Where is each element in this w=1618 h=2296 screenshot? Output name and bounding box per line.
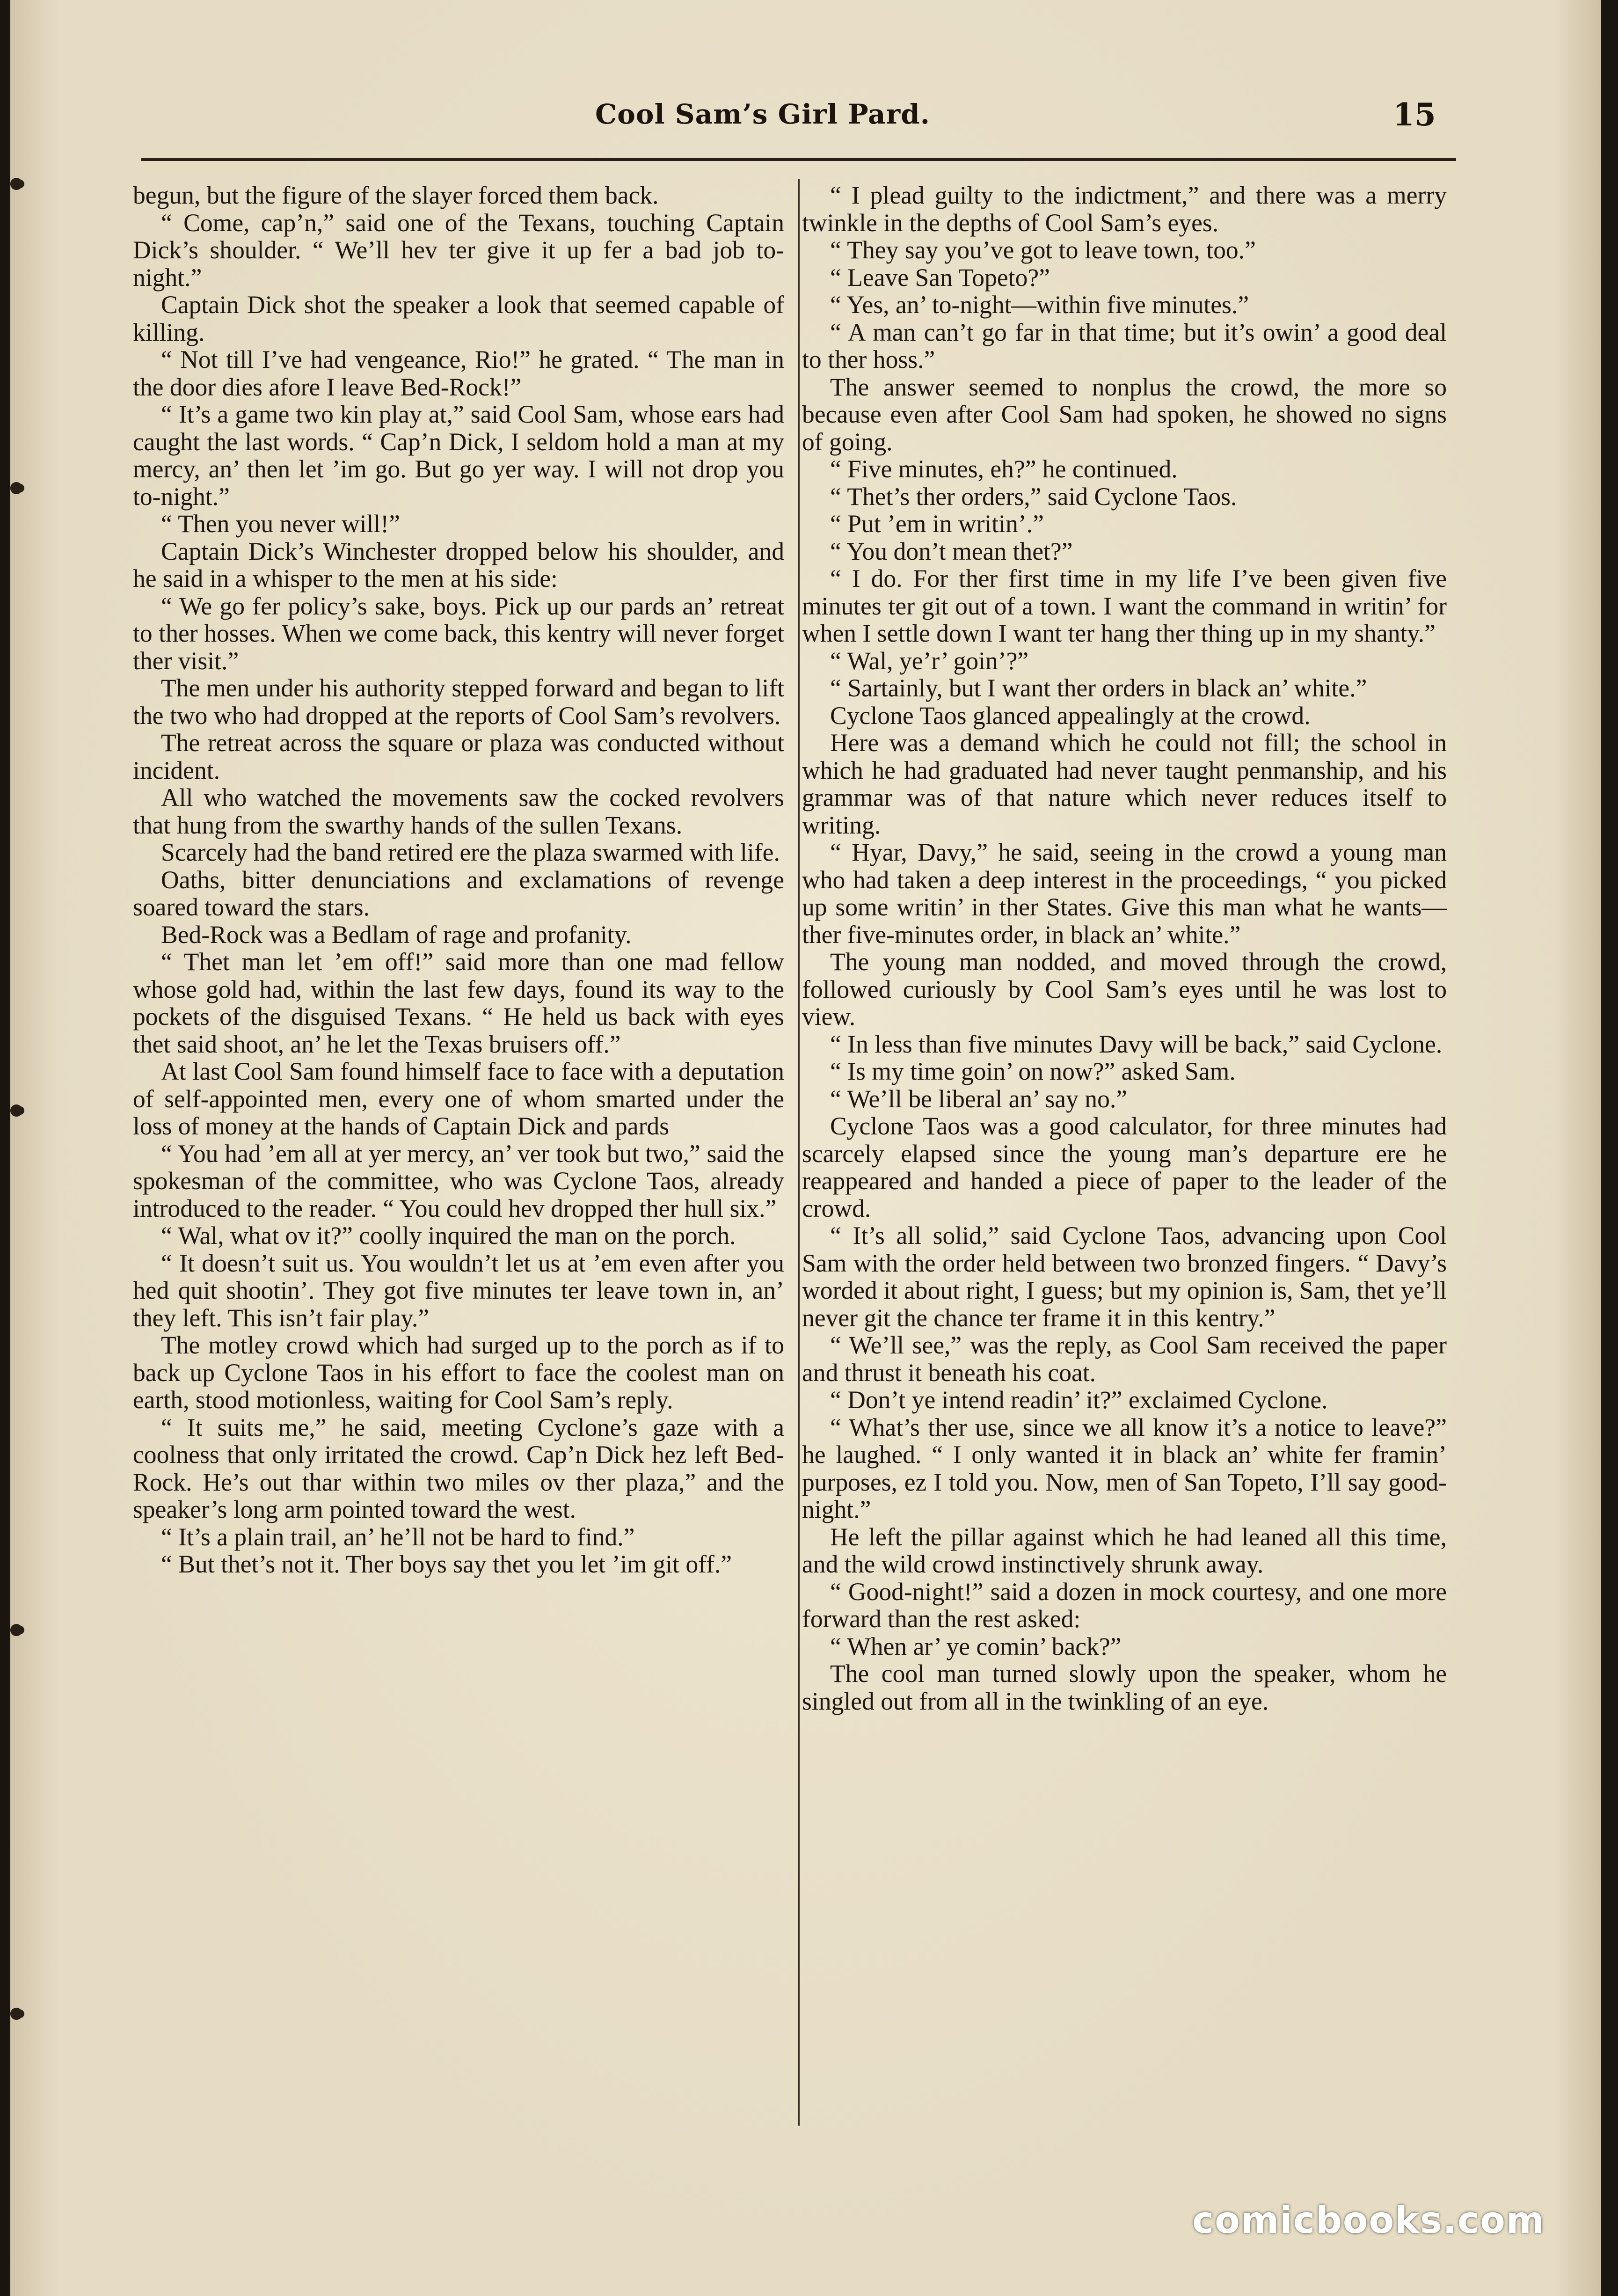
paragraph: “ It doesn’t suit us. You wouldn’t let us at ’em even after you hed quit shootin’. They got five minutes ter leave town in, an’ they left. This isn’t fair play.”	[133, 1249, 784, 1332]
paragraph: “ But thet’s not it. Ther boys say thet you let ’im git off.”	[161, 1550, 732, 1578]
paragraph: The motley crowd which had surged up to the porch as if to back up Cyclone Taos in his effort to face the coolest man on earth, stood motionless, waiting for Cool Sam’s reply.	[133, 1331, 784, 1414]
paragraph: The answer seemed to nonplus the crowd, the more so because even after Cool Sam had spoken, he showed no signs of going.	[802, 373, 1447, 456]
paragraph: “ In less than five minutes Davy will be back,” said Cyclone.	[830, 1030, 1443, 1058]
paragraph: “ Come, cap’n,” said one of the Texans, touching Captain Dick’s shoulder. “ We’ll hev ter give it up fer a bad job to-night.”	[133, 208, 784, 292]
paragraph: All who watched the movements saw the cocked revolvers that hung from the swarthy hands of the sullen Texans.	[133, 783, 784, 839]
paragraph: “ It’s a plain trail, an’ he’ll not be hard to find.”	[161, 1522, 635, 1551]
paragraph: “ Put ’em in writin’.”	[830, 510, 1044, 538]
header-rule	[141, 158, 1456, 161]
paragraph: “ I plead guilty to the indictment,” and there was a merry twinkle in the depths of Cool Sam’s eyes.	[802, 181, 1447, 237]
paragraph: “ What’s ther use, since we all know it’s a notice to leave?” he laughed. “ I only wanted it in black an’ white fer framin’ purposes, ez I told you. Now, men of San Topeto, I’ll say good-night.”	[802, 1413, 1447, 1523]
paragraph: “ Leave San Topeto?”	[830, 263, 1050, 292]
binding-hole-mark	[10, 2008, 22, 2020]
paragraph: “ You had ’em all at yer mercy, an’ ver took but two,” said the spokesman of the committee, who was Cyclone Taos, already introduced to the reader. “ You could hev dropped ther hull six.”	[133, 1139, 784, 1222]
paragraph: Scarcely had the band retired ere the plaza swarmed with life.	[161, 838, 780, 866]
paragraph: “ It’s a game two kin play at,” said Cool Sam, whose ears had caught the last words. “ Cap’n Dick, I seldom hold a man at my mercy, an’ then let ’im go. But go yer way. I will not drop you to-night.”	[133, 400, 784, 511]
paragraph: “ Hyar, Davy,” he said, seeing in the crowd a young man who had taken a deep interest in the proceedings, “ you picked up some writin’ in ther States. Give this man what he wants—ther five-minutes order, in black an’ white.”	[802, 838, 1447, 949]
paragraph: The men under his authority stepped forward and began to lift the two who had dropped at the reports of Cool Sam’s revolvers.	[133, 674, 784, 730]
paragraph: The retreat across the square or plaza was conducted without incident.	[133, 729, 784, 784]
paragraph: “ Five minutes, eh?” he continued.	[830, 455, 1178, 483]
paragraph: “ We’ll be liberal an’ say no.”	[830, 1084, 1128, 1113]
binding-hole-mark	[10, 178, 22, 190]
paragraph: “ It suits me,” he said, meeting Cyclone’s gaze with a coolness that only irritated the crowd. Cap’n Dick hez left Bed-Rock. He’s out thar within two miles ov ther plaza,” and the speaker’s long arm pointed toward the west.	[133, 1413, 784, 1523]
running-header	[10, 84, 1601, 140]
paragraph: “ Wal, ye’r’ goin’?”	[830, 646, 1029, 675]
paragraph: “ Yes, an’ to-night—within five minutes.”	[830, 291, 1249, 319]
paragraph: “ A man can’t go far in that time; but it’s owin’ a good deal to ther hoss.”	[802, 318, 1447, 373]
book-page	[10, 0, 1601, 2296]
paragraph: “ Is my time goin’ on now?” asked Sam.	[830, 1057, 1236, 1085]
running-title: Cool Sam’s Girl Pard.	[595, 98, 930, 130]
paragraph: The cool man turned slowly upon the speaker, whom he singled out from all in the twinkling of an eye.	[802, 1660, 1447, 1715]
left-column	[133, 182, 784, 1578]
paragraph: “ You don’t mean thet?”	[830, 537, 1073, 565]
paragraph: “ It’s all solid,” said Cyclone Taos, advancing upon Cool Sam with the order held between two bronzed fingers. “ Davy’s worded it about right, I guess; but my opinion is, Sam, thet ye’ll never git the chance ter frame it in this kentry.”	[802, 1221, 1447, 1332]
paragraph: “ We go fer policy’s sake, boys. Pick up our pards an’ retreat to ther hosses. When we come back, this kentry will never forget ther visit.”	[133, 592, 784, 675]
paragraph: “ I do. For ther first time in my life I’ve been given five minutes ter git out of a town. I want the command in writin’ for when I settle down I want ter hang ther thing up in my shanty.”	[802, 564, 1447, 647]
paragraph: “ When ar’ ye comin’ back?”	[830, 1632, 1122, 1660]
paragraph: The young man nodded, and moved through the crowd, followed curiously by Cool Sam’s eyes until he was lost to view.	[802, 948, 1447, 1031]
paragraph: “ Thet man let ’em off!” said more than one mad fellow whose gold had, within the last few days, found its way to the pockets of the disguised Texans. “ He held us back with eyes thet said shoot, an’ he let the Texas bruisers off.”	[133, 948, 784, 1058]
paragraph: At last Cool Sam found himself face to face with a deputation of self-appointed men, every one of whom smarted under the loss of money at the hands of Captain Dick and pards	[133, 1057, 784, 1140]
paragraph: He left the pillar against which he had leaned all this time, and the wild crowd instinctively shrunk away.	[802, 1522, 1447, 1578]
binding-hole-mark	[10, 1104, 22, 1117]
right-column	[802, 182, 1447, 1715]
paragraph: Cyclone Taos glanced appealingly at the crowd.	[830, 701, 1311, 730]
paragraph: Bed-Rock was a Bedlam of rage and profanity.	[161, 920, 632, 949]
paragraph: “ Then you never will!”	[161, 510, 400, 538]
paragraph: “ Sartainly, but I want ther orders in black an’ white.”	[830, 674, 1367, 702]
paragraph: Here was a demand which he could not fill; the school in which he had graduated had never taught penmanship, and his grammar was of that nature which never reduces itself to writing.	[802, 729, 1447, 839]
column-divider	[798, 179, 800, 2126]
paragraph: “ They say you’ve got to leave town, too.”	[830, 236, 1256, 264]
site-watermark: comicbooks.com	[1192, 2200, 1545, 2242]
binding-hole-mark	[10, 482, 22, 494]
paragraph: “ We’ll see,” was the reply, as Cool Sam received the paper and thrust it beneath his coat.	[802, 1331, 1447, 1387]
paragraph: Oaths, bitter denunciations and exclamations of revenge soared toward the stars.	[133, 865, 784, 921]
paragraph: “ Don’t ye intend readin’ it?” exclaimed Cyclone.	[830, 1386, 1328, 1414]
paragraph: “ Not till I’ve had vengeance, Rio!” he grated. “ The man in the door dies afore I leave Bed-Rock!”	[133, 345, 784, 401]
paragraph: “ Good-night!” said a dozen in mock courtesy, and one more forward than the rest asked:	[802, 1577, 1447, 1633]
paragraph: Captain Dick shot the speaker a look that seemed capable of killing.	[133, 291, 784, 346]
paragraph: “ Wal, what ov it?” coolly inquired the man on the porch.	[161, 1221, 736, 1250]
page-number: 15	[1393, 96, 1436, 133]
paragraph: Cyclone Taos was a good calculator, for three minutes had scarcely elapsed since the young man’s departure ere he reappeared and handed a piece of paper to the leader of the crowd.	[802, 1112, 1447, 1222]
paragraph: Captain Dick’s Winchester dropped below his shoulder, and he said in a whisper to the men at his side:	[133, 537, 784, 592]
binding-hole-mark	[10, 1624, 22, 1636]
paragraph: begun, but the figure of the slayer forced them back.	[133, 181, 659, 209]
paragraph: “ Thet’s ther orders,” said Cyclone Taos.	[830, 482, 1237, 511]
